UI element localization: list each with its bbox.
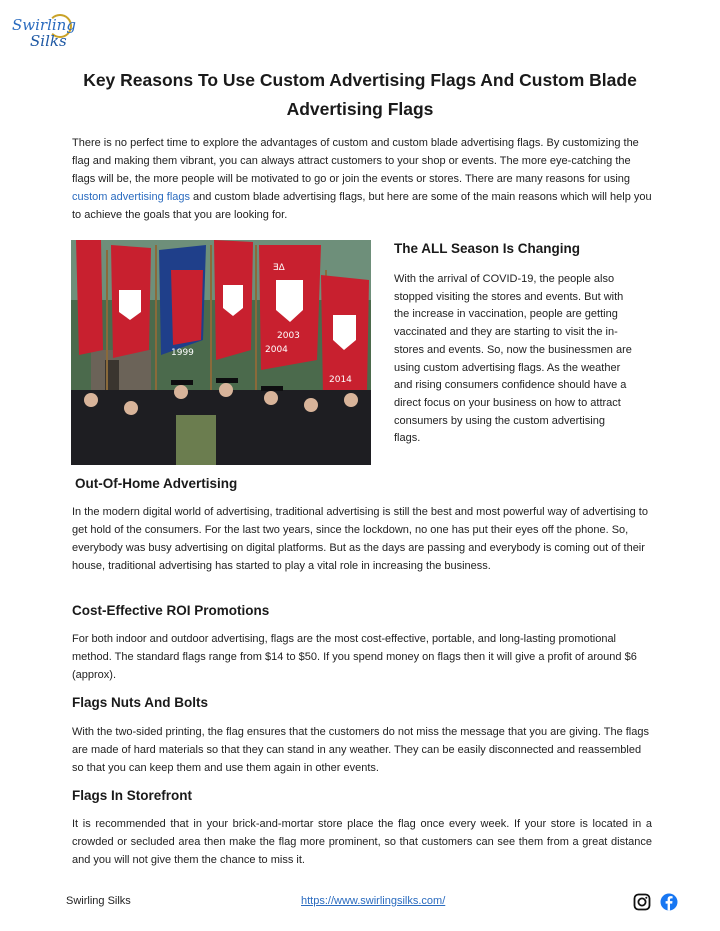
cost-effective-heading: Cost-Effective ROI Promotions [72, 603, 270, 618]
footer-website-link[interactable]: https://www.swirlingsilks.com/ [301, 895, 446, 907]
out-of-home-body: In the modern digital world of advertising, traditional advertising is still the best and most powerful way of advertising to get hold of the consumers. For the last two years, since the lockdown, no one has put their eyes off the phone. So, everybody was busy advertising on digital platforms. But as the days are passing and everybody is coming out of their house, traditional advertising has started to play a vital role in increasing the business. [72, 506, 648, 572]
storefront-body: It is recommended that in your brick-and-mortar store place the flag once every week. If your store is located in a crowded or secluded area then make the flag more prominent, so that customers can see them from a great distance and you will not give them the chance to miss it. [72, 818, 652, 866]
flag-year-4: 2014 [329, 375, 352, 385]
flag-year-1: 2003 [277, 331, 300, 341]
graduation-flags-photo [71, 240, 371, 465]
facebook-icon[interactable] [660, 893, 678, 911]
intro-paragraph [72, 134, 652, 224]
footer-brand: Swirling Silks [66, 895, 131, 907]
instagram-icon[interactable] [633, 893, 651, 911]
nuts-bolts-body: With the two-sided printing, the flag ensures that the customers do not miss the message that you are giving. The flags are made of hard materials so that they can stand in any weather. They can be easily disconnected and reassembled so that you can keep them and use them again in other events. [72, 726, 649, 774]
out-of-home-heading: Out-Of-Home Advertising [75, 476, 238, 491]
cost-effective-body: For both indoor and outdoor advertising, flags are the most cost-effective, portable, and long-lasting promotional method. The standard flags range from $14 to $50. If you spend money on flags then it will give a profit of around $6 (approx). [72, 633, 637, 681]
flag-year-3: 1999 [171, 348, 194, 358]
logo-line2: Silks [30, 32, 67, 50]
intro-text-start: There is no perfect time to explore the advantages of custom and custom blade advertising flags. By customizing the flag and making them vibrant, you can always attract customers to your shop or events. The more eye-catching the flags will be, the more people will be motivated to go or join the events or stores. There are many reasons for using [72, 137, 639, 185]
all-season-heading: The ALL Season Is Changing [394, 241, 581, 256]
storefront-heading: Flags In Storefront [72, 788, 193, 803]
custom-advertising-flags-link[interactable]: custom advertising flags [72, 191, 190, 203]
flag-year-2: 2004 [265, 345, 288, 355]
intro-text-end: and custom blade advertising flags, but here are some of the main reasons which will help you to achieve the goals that you are looking for. [72, 191, 652, 221]
flag-letters: ƎΔ [273, 263, 285, 273]
logo-line1: Swirling [12, 16, 76, 34]
brand-logo [12, 14, 76, 52]
nuts-bolts-heading: Flags Nuts And Bolts [72, 695, 209, 710]
page-title: Key Reasons To Use Custom Advertising Flags And Custom Blade Advertising Flags [83, 70, 637, 119]
all-season-body: With the arrival of COVID-19, the people also stopped visiting the stores and events. But with the increase in vaccination, people are getting vaccinated and they are starting to visit the in-stores and events. So, now the businessmen are using custom advertising flags. As the weather and rising consumers confidence should have a direct focus on your business on how to attract consumers by using the custom advertising flags. [394, 273, 632, 445]
flag-1 [76, 240, 103, 355]
photo-illustration [71, 240, 371, 465]
